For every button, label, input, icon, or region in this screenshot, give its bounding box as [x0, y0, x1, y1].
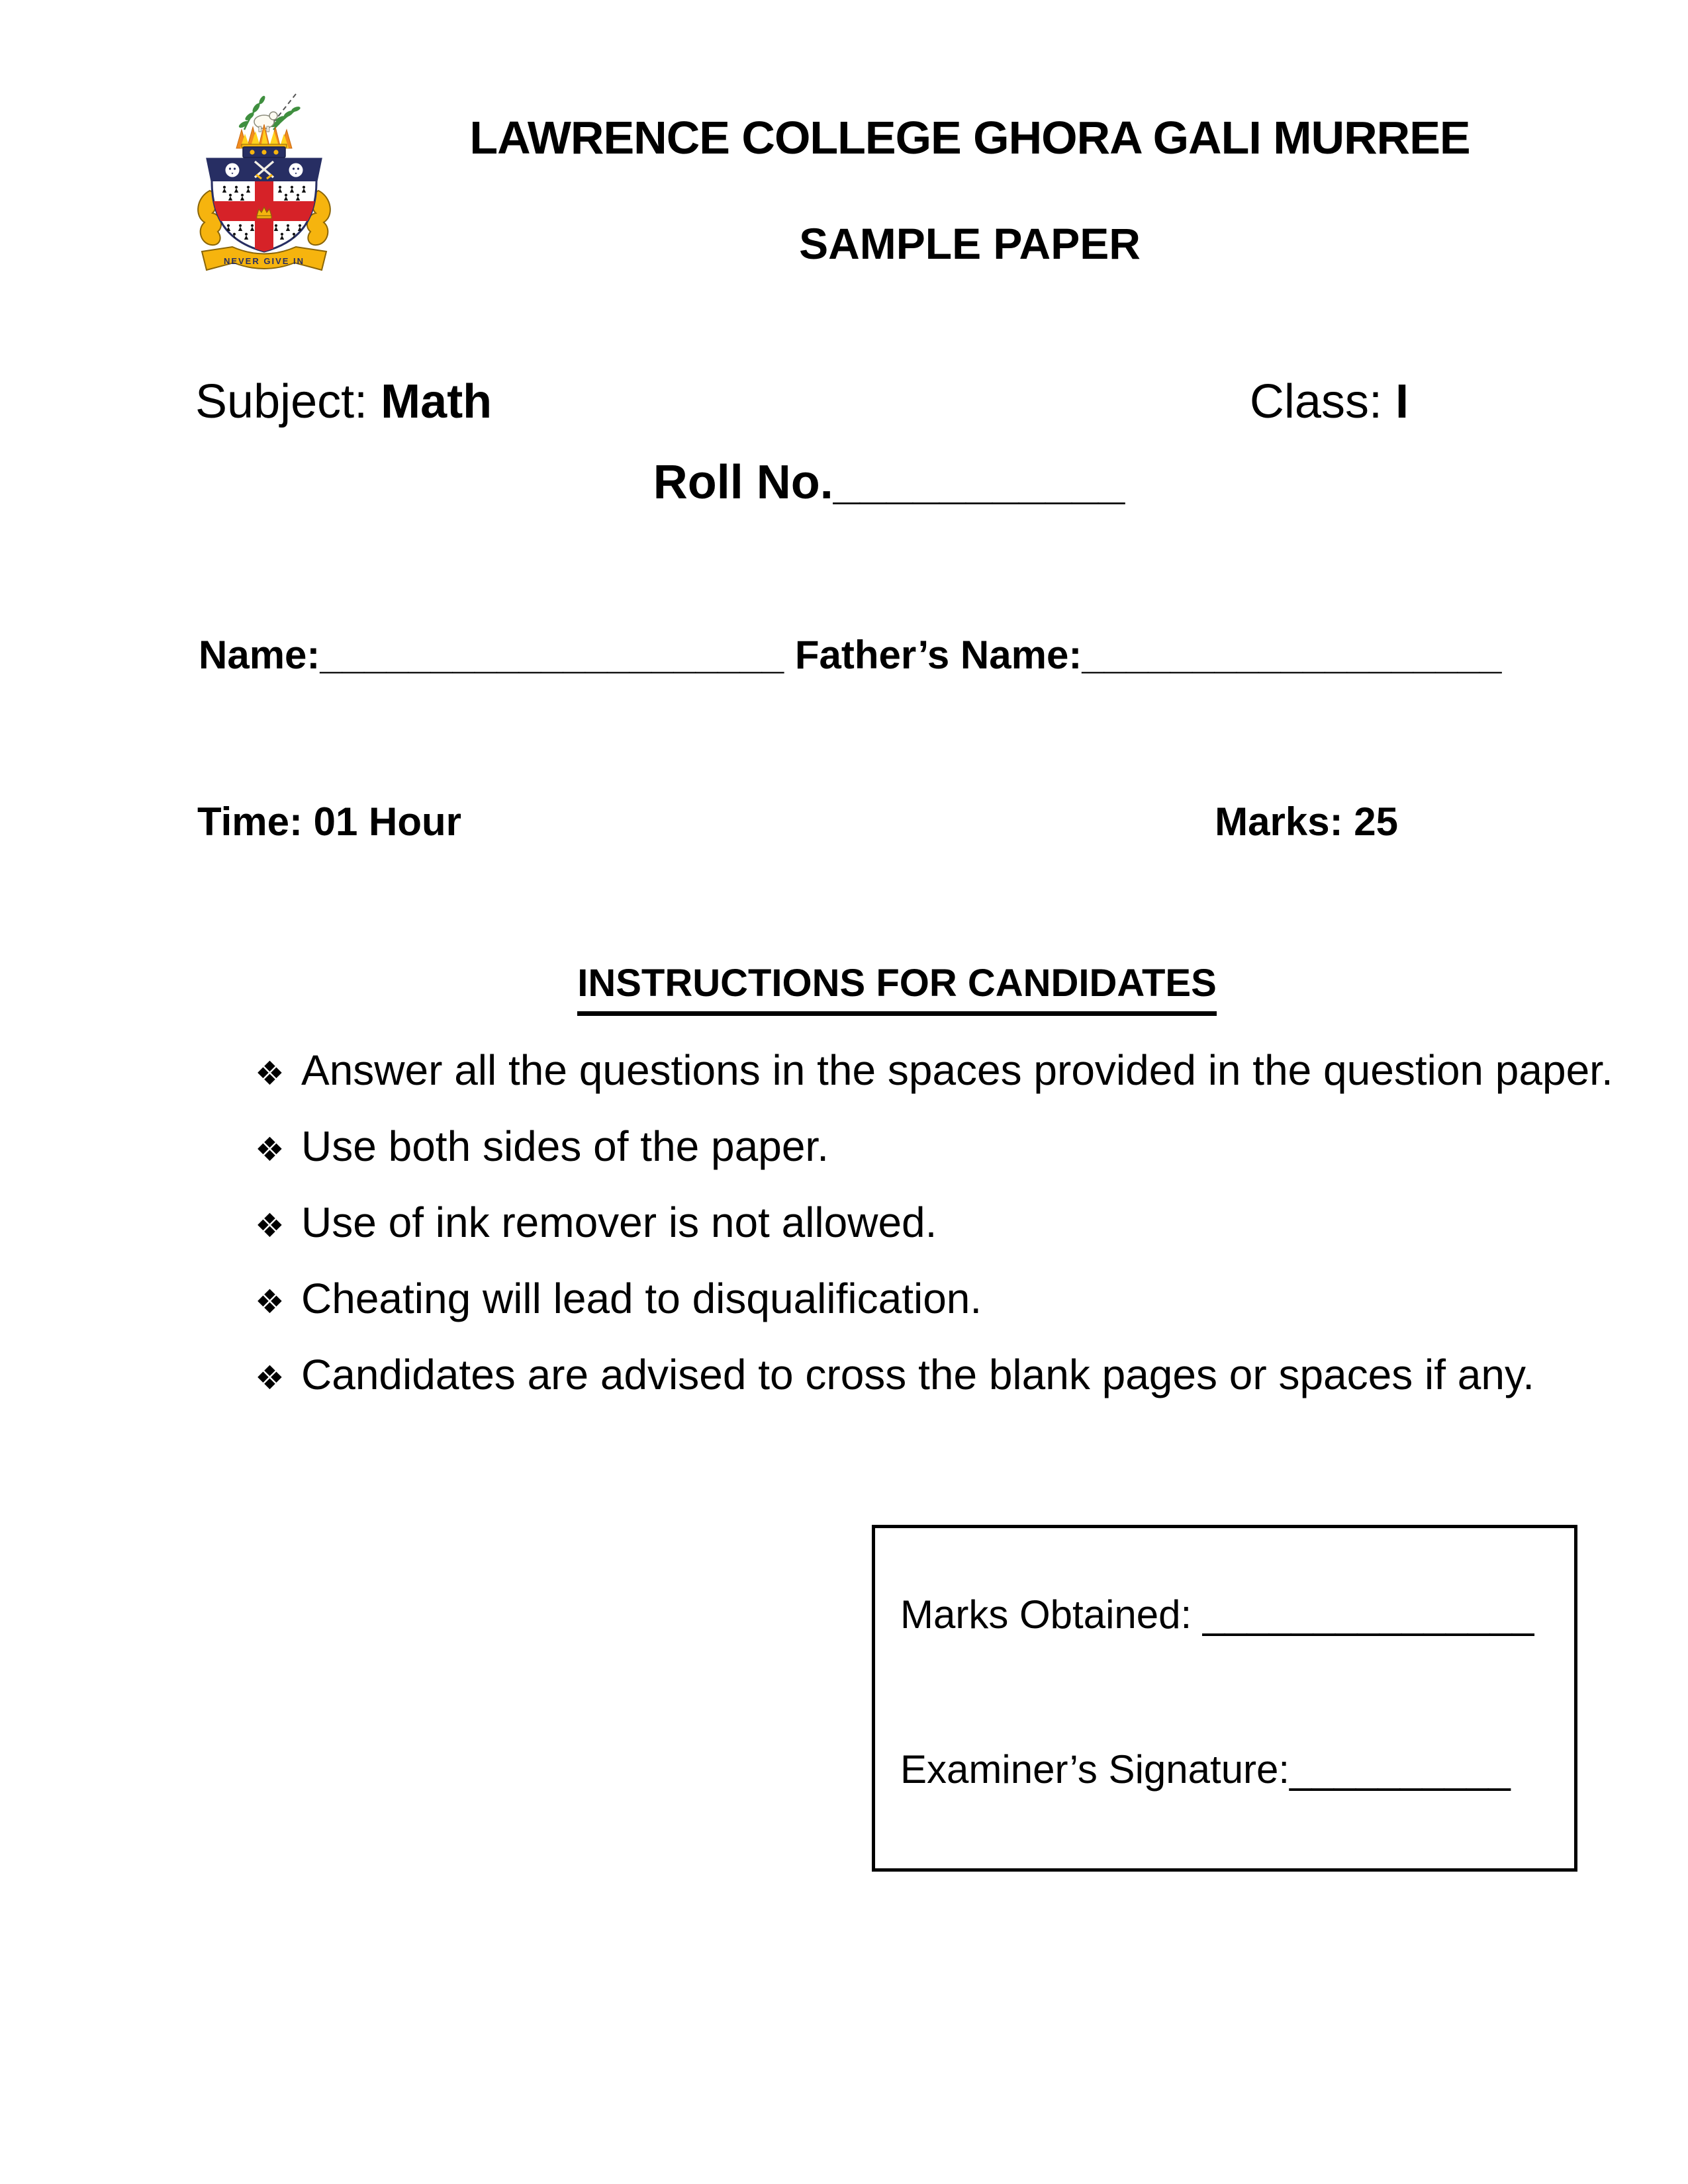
instructions-heading [0, 961, 1688, 1005]
class-label: Class: [1249, 375, 1382, 428]
class-field [1250, 375, 1409, 429]
name-label: Name: [199, 633, 320, 677]
rollno-blank: ___________ [833, 456, 1125, 509]
diamond-bullet-icon: ❖ [255, 1283, 285, 1321]
diamond-bullet-icon: ❖ [255, 1054, 285, 1093]
diamond-bullet-icon: ❖ [255, 1206, 285, 1245]
instructions-heading-text: INSTRUCTIONS FOR CANDIDATES [577, 962, 1217, 1016]
marks-obtained-blank: _______________ [1202, 1592, 1534, 1637]
subtitle-text: SAMPLE PAPER [799, 219, 1141, 268]
marks-obtained-box [872, 1525, 1577, 1872]
college-name: LAWRENCE COLLEGE GHORA GALI MURREE [469, 112, 1470, 163]
name-row [199, 632, 1501, 678]
marks-label: Marks: [1215, 799, 1343, 844]
marks-value: 25 [1342, 799, 1398, 844]
crest-center-crown [257, 207, 271, 218]
instruction-text: Use both sides of the paper. [301, 1122, 829, 1170]
instruction-item [255, 1122, 1556, 1171]
rollno-label: Roll No. [653, 456, 833, 509]
time-value: 01 Hour [302, 799, 461, 844]
marks-obtained-row [900, 1592, 1534, 1637]
crest-motto-text: NEVER GIVE IN [223, 256, 305, 266]
subject-field [195, 375, 492, 429]
time-label: Time: [197, 799, 303, 844]
instruction-item [255, 1046, 1613, 1095]
examiner-signature-blank: __________ [1289, 1747, 1511, 1792]
instruction-text: Answer all the questions in the spaces provided in the question paper. [301, 1046, 1613, 1094]
instruction-item [255, 1198, 1556, 1247]
examiner-signature-row [900, 1747, 1511, 1792]
marks-field [1215, 799, 1398, 844]
rollno-row [0, 455, 1688, 510]
examiner-signature-label: Examiner’s Signature: [900, 1747, 1290, 1792]
class-value: I [1395, 375, 1409, 428]
subject-class-row [195, 375, 1409, 429]
name-blank: _____________________ [320, 633, 784, 677]
instruction-item [255, 1350, 1556, 1399]
time-marks-row [197, 799, 1398, 844]
father-name-label: Father’s Name: [784, 633, 1082, 677]
subject-value: Math [381, 375, 492, 428]
instruction-item [255, 1274, 1556, 1323]
instruction-text: Use of ink remover is not allowed. [301, 1199, 937, 1246]
diamond-bullet-icon: ❖ [255, 1359, 285, 1397]
diamond-bullet-icon: ❖ [255, 1130, 285, 1169]
time-field [197, 799, 461, 844]
instruction-text: Candidates are advised to cross the blank pages or spaces if any. [301, 1351, 1534, 1398]
page-title [0, 111, 1688, 164]
subject-label: Subject: [195, 375, 368, 428]
marks-obtained-label: Marks Obtained: [900, 1592, 1203, 1637]
father-name-blank: ___________________ [1082, 633, 1502, 677]
page-subtitle [0, 218, 1688, 269]
instruction-text: Cheating will lead to disqualification. [301, 1275, 982, 1322]
